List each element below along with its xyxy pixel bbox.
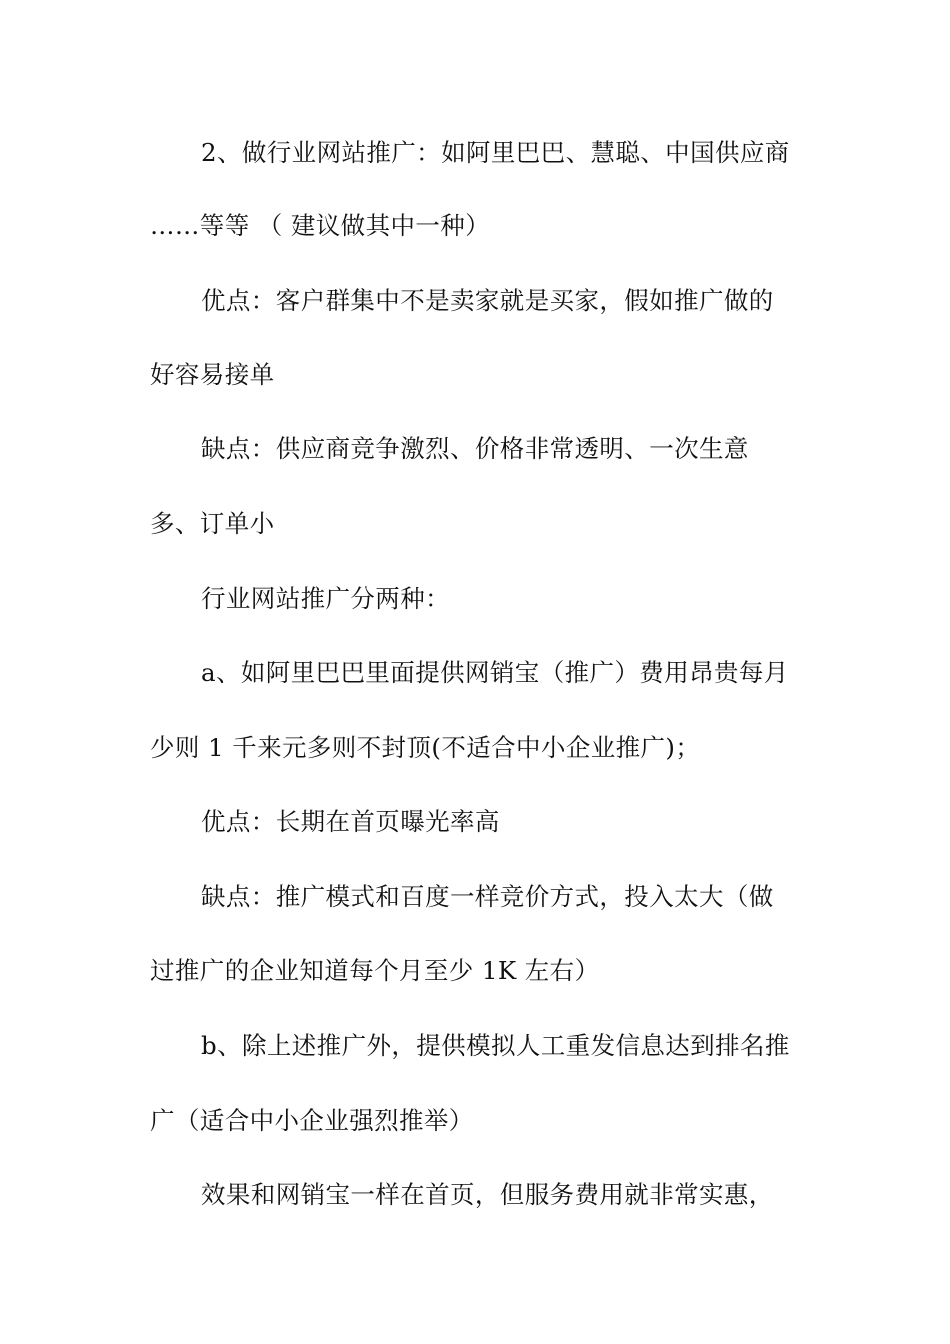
paragraph-line: 广（适合中小企业强烈推举） [150, 1106, 474, 1135]
paragraph-line: ……等等 （ 建议做其中一种） [150, 211, 491, 240]
paragraph-line: a、如阿里巴巴里面提供网销宝（推广）费用昂贵每月 [201, 658, 789, 687]
paragraph-line: 效果和网销宝一样在首页，但服务费用就非常实惠， [201, 1180, 774, 1209]
paragraph-line: 好容易接单 [150, 360, 275, 389]
paragraph-line: 缺点：供应商竞争激烈、价格非常透明、一次生意 [201, 434, 749, 463]
paragraph-line: 过推广的企业知道每个月至少 1K 左右） [150, 956, 600, 985]
paragraph-line: 优点：长期在首页曝光率高 [201, 807, 500, 836]
paragraph-line: 2、做行业网站推广：如阿里巴巴、慧聪、中国供应商 [201, 138, 790, 167]
paragraph-line: 多、订单小 [150, 509, 275, 538]
paragraph-line: 缺点：推广模式和百度一样竞价方式，投入太大（做 [201, 882, 774, 911]
paragraph-line: 行业网站推广分两种： [201, 584, 450, 613]
paragraph-line: 优点：客户群集中不是卖家就是买家，假如推广做的 [201, 286, 774, 315]
paragraph-line: 少则 1 千来元多则不封顶(不适合中小企业推广)； [150, 733, 701, 762]
paragraph-line: b、除上述推广外，提供模拟人工重发信息达到排名推 [201, 1031, 790, 1060]
